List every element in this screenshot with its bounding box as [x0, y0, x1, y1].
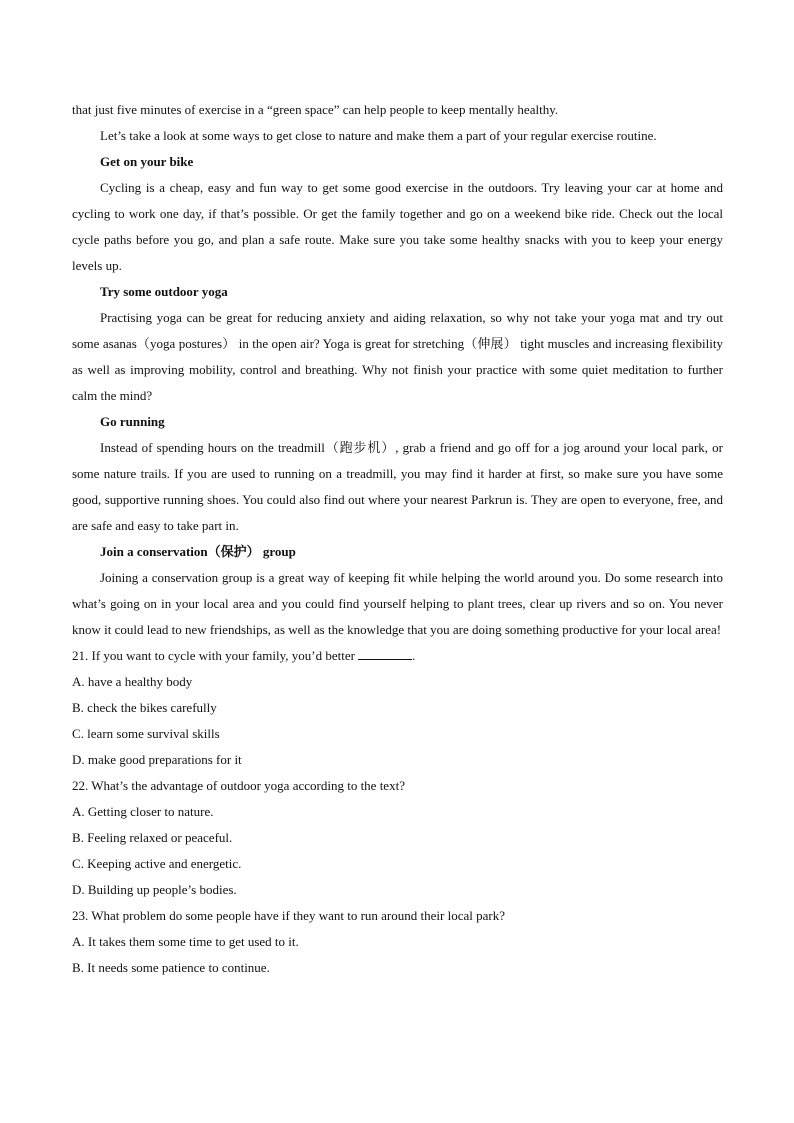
section-body-bike: Cycling is a cheap, easy and fun way to get some good exercise in the outdoors. Try leaving your car at home and cycling to work one day, if that’s possible. Or get the family together and go on a weekend bike ride. Check out the local cycle paths before you go, and plan a safe route. Make sure you take some healthy snacks with you to keep your energy levels up.: [72, 180, 723, 273]
intro-paragraph: Let’s take a look at some ways to get close to nature and make them a part of your regular exercise routine.: [100, 128, 657, 143]
question-23-option-b: B. It needs some patience to continue.: [72, 960, 270, 975]
section-heading-conservation: Join a conservation（保护） group: [100, 544, 296, 559]
section-heading-bike: Get on your bike: [100, 154, 194, 169]
question-21-stem-end: .: [412, 648, 416, 663]
passage-continuation: that just five minutes of exercise in a “green space” can help people to keep mentally healthy.: [72, 102, 559, 117]
section-heading-running: Go running: [100, 414, 165, 429]
question-23-option-a: A. It takes them some time to get used to it.: [72, 934, 299, 949]
question-21-option-b: B. check the bikes carefully: [72, 700, 217, 715]
section-body-running: Instead of spending hours on the treadmill（跑步机）, grab a friend and go off for a jog around your local park, or some nature trails. If you are used to running on a treadmill, you may find it harder at first, so make sure you have some good, supportive running shoes. You could also find out where your nearest Parkrun is. They are open to everyone, free, and are safe and easy to take part in.: [72, 440, 723, 533]
question-23-stem: 23. What problem do some people have if they want to run around their local park?: [72, 908, 505, 923]
question-22-option-d: D. Building up people’s bodies.: [72, 882, 237, 897]
question-22-option-b: B. Feeling relaxed or peaceful.: [72, 830, 233, 845]
question-22-option-c: C. Keeping active and energetic.: [72, 856, 242, 871]
question-22-stem: 22. What’s the advantage of outdoor yoga according to the text?: [72, 778, 405, 793]
section-heading-yoga: Try some outdoor yoga: [100, 284, 228, 299]
question-22-option-a: A. Getting closer to nature.: [72, 804, 214, 819]
section-body-yoga: Practising yoga can be great for reducing anxiety and aiding relaxation, so why not take your yoga mat and try out some asanas（yoga postures） in the open air? Yoga is great for stretching（伸展） tight muscles and increasing flexibility as well as improving mobility, control and breathing. Why not finish your practice with some quiet meditation to further calm the mind?: [72, 310, 723, 403]
section-body-conservation: Joining a conservation group is a great way of keeping fit while helping the world around you. Do some research into what’s going on in your local area and you could find yourself helping to plant trees, clear up rivers and so on. You never know it could lead to new friendships, as well as the knowledge that you are doing something productive for your local area!: [72, 570, 723, 637]
question-21-stem: 21. If you want to cycle with your family, you’d better: [72, 648, 355, 663]
answer-blank: [358, 645, 412, 660]
question-21-option-c: C. learn some survival skills: [72, 726, 220, 741]
question-21: [72, 643, 723, 669]
document-page: [72, 97, 723, 981]
question-21-option-d: D. make good preparations for it: [72, 752, 242, 767]
question-21-option-a: A. have a healthy body: [72, 674, 193, 689]
